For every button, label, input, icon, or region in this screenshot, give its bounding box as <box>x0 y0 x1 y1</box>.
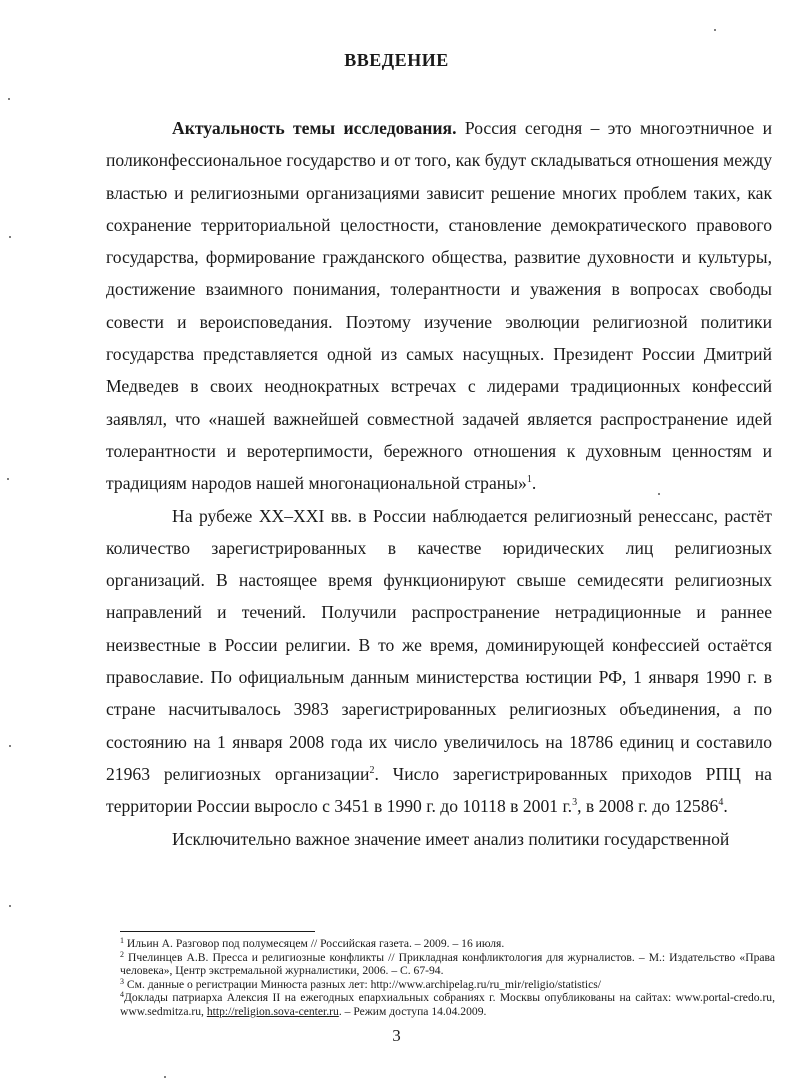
footnote-text: Ильин А. Разговор под полумесяцем // Российская газета. – 2009. – 16 июля. <box>124 937 505 950</box>
scan-speck <box>164 1076 166 1078</box>
paragraph-renaissance <box>106 500 772 823</box>
footnote-number: 3 <box>120 976 124 986</box>
footnote-item <box>120 951 775 978</box>
footnote-number: 4 <box>120 990 124 1000</box>
paragraph-text: На рубеже XX–XXI вв. в России наблюдается религиозный ренессанс, растёт количество зарегистрированных в качестве юридических лиц религиозных организаций. В настоящее время функционируют свыше семидесяти религиозных направлений и течений. Получили распространение нетрадиционные и раннее неизвестные в России религии. В то же время, доминирующей конфессией остаётся православие. По официальным данным министерства юстиции РФ, 1 января 1990 г. в стране насчитывалось 3983 зарегистрированных религиозных объединения, а по состоянию на 1 января 2008 года их число увеличилось на 18786 единиц и составило 21963 религиозных организации <box>106 505 772 784</box>
footnote-number: 1 <box>120 936 124 945</box>
paragraph-text: Исключительно важное значение имеет анализ политики государственной <box>172 828 730 849</box>
page-number: 3 <box>392 1026 401 1045</box>
paragraph-lead: Актуальность темы исследования. <box>172 118 457 138</box>
footnote-number: 2 <box>120 949 124 959</box>
body-text <box>106 112 772 855</box>
footnote-link[interactable]: http://religion.sova-center.ru <box>206 1004 339 1018</box>
footnote-text: См. данные о регистрации Минюста разных лет: http://www.archipelag.ru/ru_mir/religio/statistics/ <box>124 977 601 991</box>
paragraph-text: . Число зарегистрированных приходов РПЦ на территории России выросло с 3451 в 1990 г. до 10118 в 2001 г. <box>106 763 772 817</box>
footnote-divider <box>120 931 315 932</box>
scan-speck <box>9 236 11 238</box>
footnote-item <box>120 991 775 1018</box>
scan-speck <box>714 29 716 31</box>
footnote-text: Пчелинцев А.В. Пресса и религиозные конфликты // Прикладная конфликтология для журналистов. – М.: Издательство «Права человека», Центр экстремальной журналистики, 2006. – С. 67-94. <box>120 950 775 978</box>
paragraph-text: Россия сегодня – это многоэтничное и поликонфессиональное государство и от того, как будут складываться отношения между властью и религиозными организациями зависит решение многих проблем таких, как сохранение территориальной целостности, становление демократического правового государства, формирование гражданского общества, развитие духовности и культуры, достижение взаимного понимания, толерантности и уважения в вопросах свободы совести и вероисповедания. Поэтому изучение эволюции религиозной политики государства представляется одной из самых насущных. Президент России Дмитрий Медведев в своих неоднократных встречах с лидерами традиционных конфессий заявлял, что «нашей важнейшей совместной задачей является распространение идей толерантности и веротерпимости, бережного отношения к духовным ценностям и традициям народов нашей многонациональной страны» <box>106 118 773 494</box>
paragraph-analysis <box>106 823 772 855</box>
paragraph-tail: . <box>723 796 728 817</box>
paragraph-relevance <box>106 112 772 500</box>
footnote-text: Доклады патриарха Алексия II на ежегодных епархиальных собраниях г. Москвы опубликованы на сайтах: www.portal-credo.ru, www.sedmitza.ru, <box>120 991 775 1018</box>
scan-speck <box>9 905 11 907</box>
page-title: ВВЕДЕНИЕ <box>344 50 449 70</box>
footnote-ref: 2 <box>369 764 375 776</box>
scan-speck <box>9 745 11 747</box>
scan-speck <box>8 98 10 100</box>
paragraph-tail: . <box>531 473 537 494</box>
scan-speck <box>7 478 9 480</box>
footnote-tail: . – Режим доступа 14.04.2009. <box>338 1004 487 1018</box>
footnote-ref: 4 <box>718 797 724 809</box>
footnote-item <box>120 978 775 992</box>
scan-speck <box>658 493 660 495</box>
footnote-ref: 1 <box>526 474 532 486</box>
footnote-item <box>120 937 775 951</box>
footnote-ref: 3 <box>572 797 578 809</box>
footnotes <box>120 937 775 1019</box>
paragraph-text: , в 2008 г. до 12586 <box>577 796 719 817</box>
